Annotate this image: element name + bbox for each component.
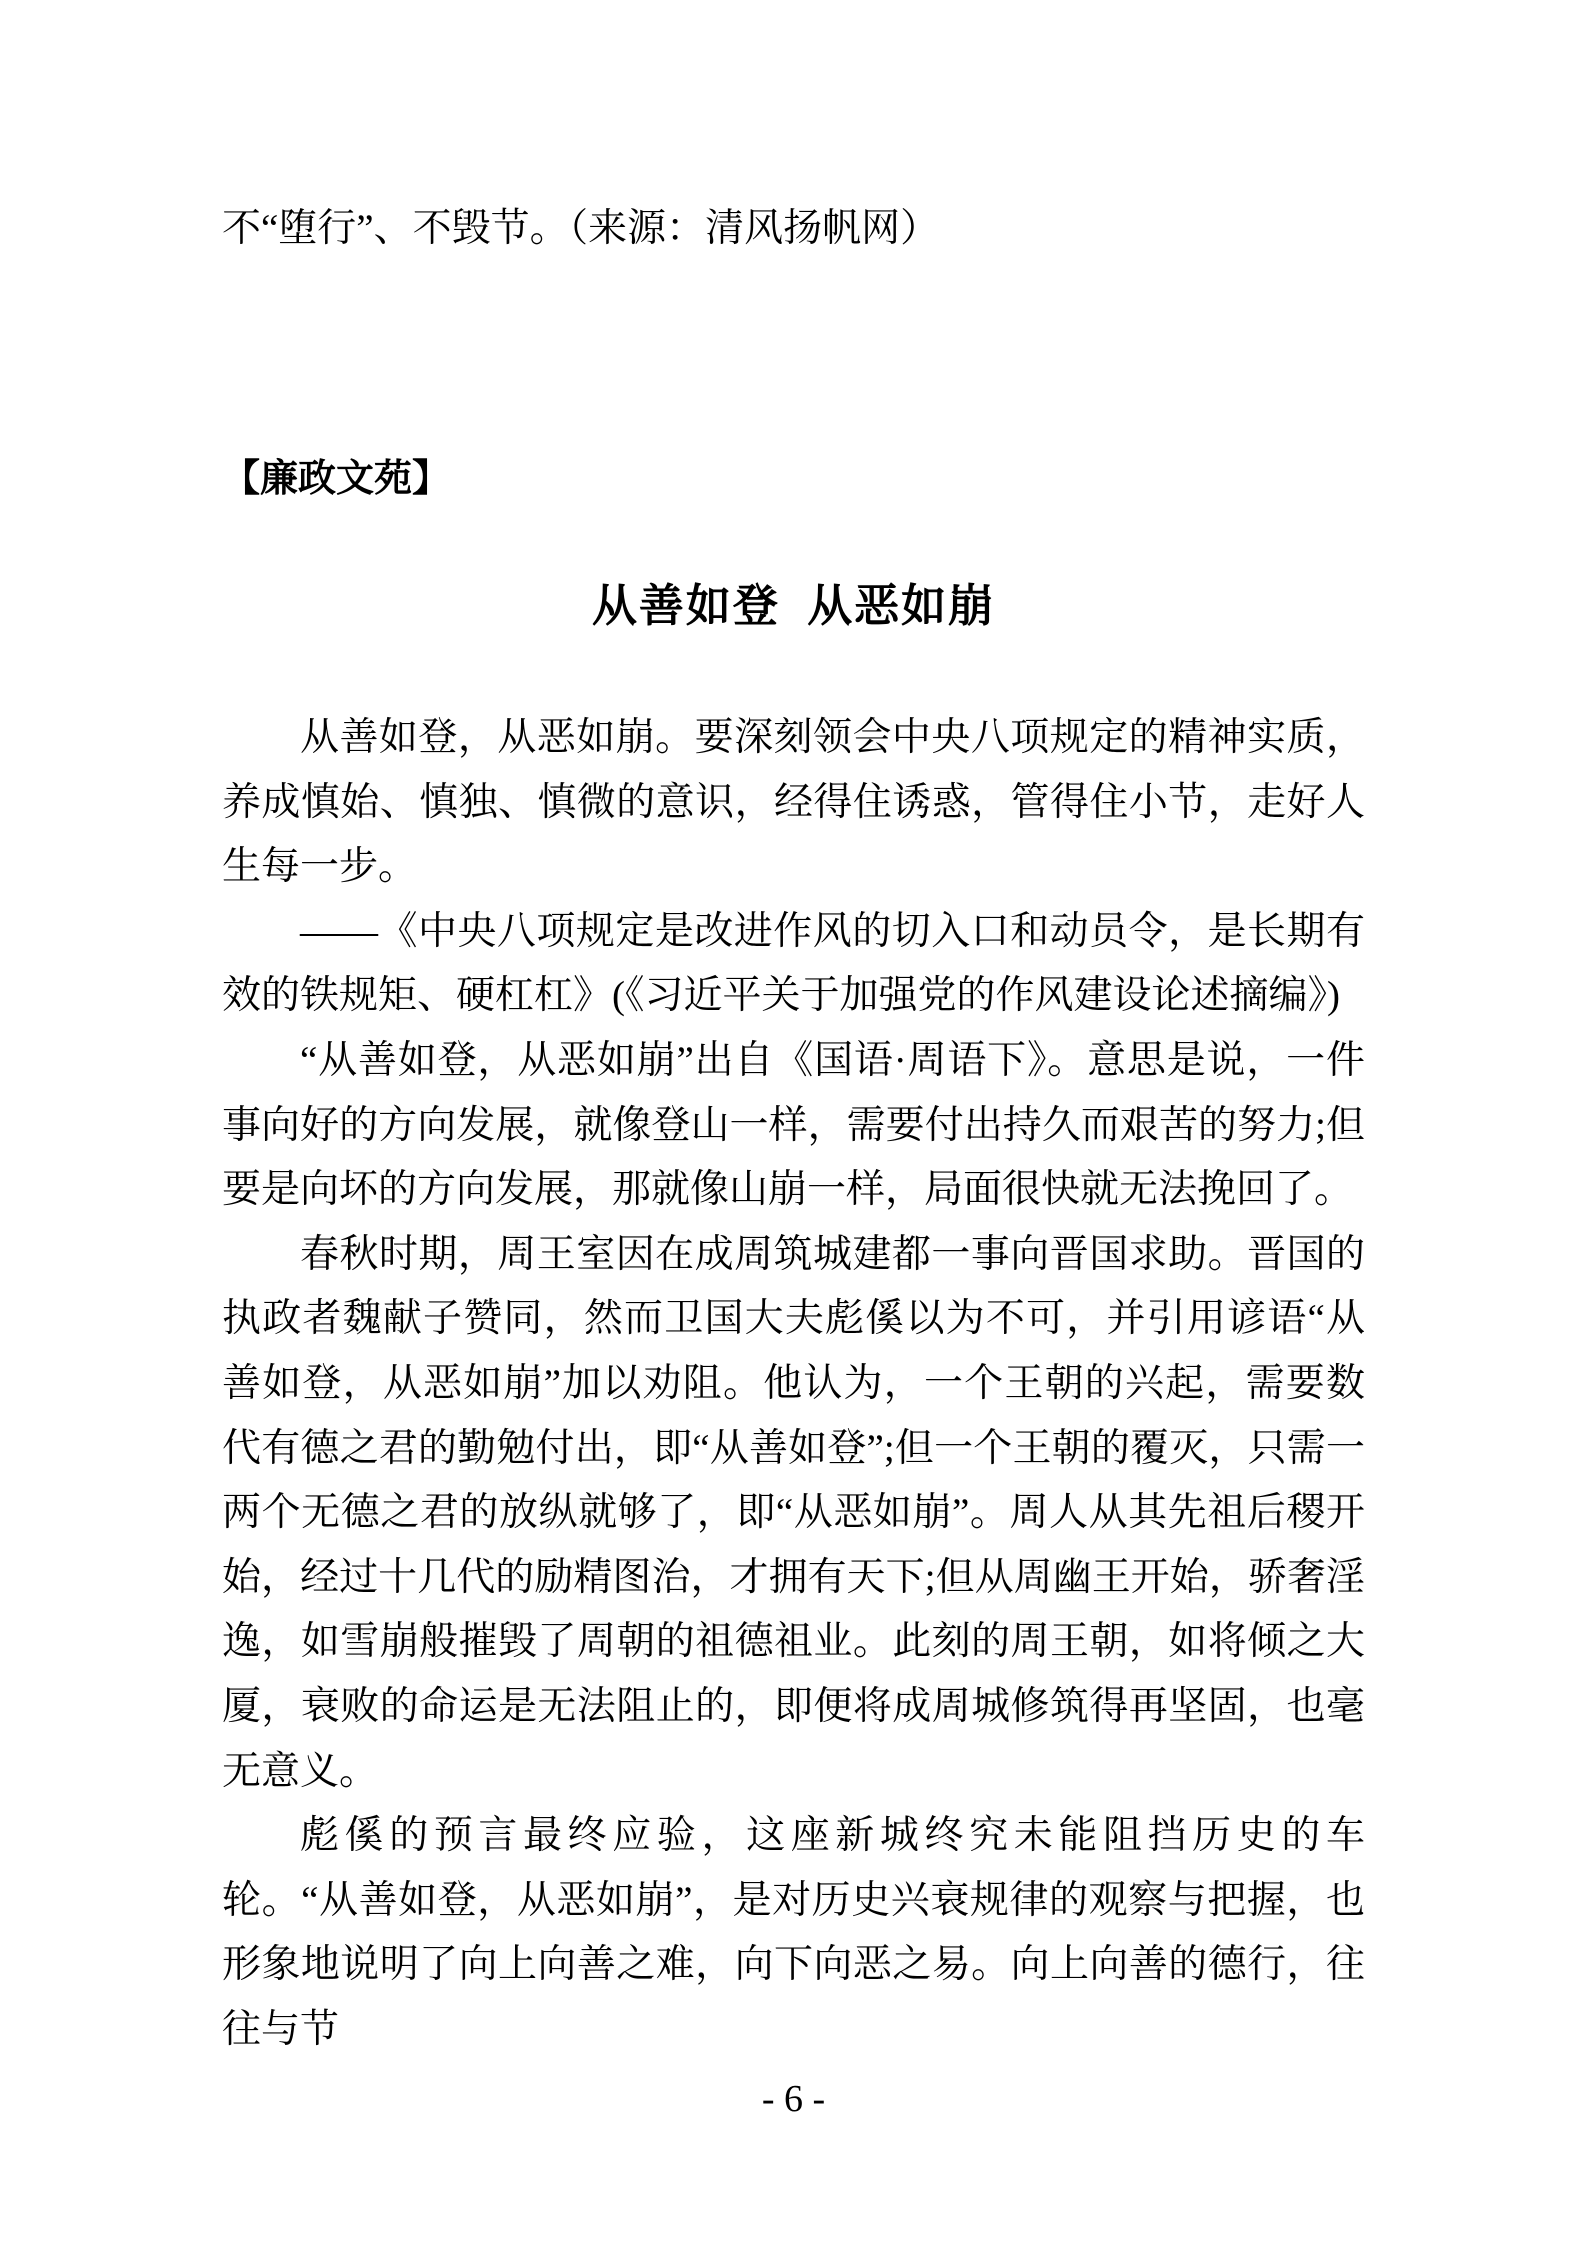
body-paragraph: “从善如登，从恶如崩”出自《国语·周语下》。意思是说，一件事向好的方向发展，就像登山一样，需要付出持久而艰苦的努力;但要是向坏的方向发展，那就像山崩一样，局面很快就无法挽回了。	[222, 1038, 1365, 1212]
section-header: 【廉政文苑】	[222, 458, 451, 500]
body-paragraph: 春秋时期，周王室因在成周筑城建都一事向晋国求助。晋国的执政者魏献子赞同，然而卫国大夫彪傒以为不可，并引用谚语“从善如登，从恶如崩”加以劝阻。他认为，一个王朝的兴起，需要数代有德之君的勤勉付出，即“从善如登”;但一个王朝的覆灭，只需一两个无德之君的放纵就够了，即“从恶如崩”。周人从其先祖后稷开始，经过十几代的励精图治，才拥有天下;但从周幽王开始，骄奢淫逸，如雪崩般摧毁了周朝的祖德祖业。此刻的周王朝，如将倾之大厦，衰败的命运是无法阻止的，即便将成周城修筑得再坚固，也毫无意义。	[222, 1232, 1365, 1793]
continuation-line: 不“堕行”、不毁节。（来源：清风扬帆网）	[222, 207, 940, 250]
article-body	[222, 706, 1365, 2062]
article-title: 从善如登 从恶如崩	[591, 581, 996, 631]
body-paragraph: ——《中央八项规定是改进作风的切入口和动员令，是长期有效的铁规矩、硬杠杠》(《习近平关于加强党的作风建设论述摘编》)	[222, 909, 1365, 1018]
body-paragraph: 彪傒的预言最终应验，这座新城终究未能阻挡历史的车轮。“从善如登，从恶如崩”，是对历史兴衰规律的观察与把握，也形象地说明了向上向善之难，向下向恶之易。向上向善的德行，往往与节	[222, 1814, 1365, 2051]
body-paragraph: 从善如登，从恶如崩。要深刻领会中央八项规定的精神实质，养成慎始、慎独、慎微的意识，经得住诱惑，管得住小节，走好人生每一步。	[222, 716, 1365, 889]
page-number: - 6 -	[761, 2078, 826, 2120]
